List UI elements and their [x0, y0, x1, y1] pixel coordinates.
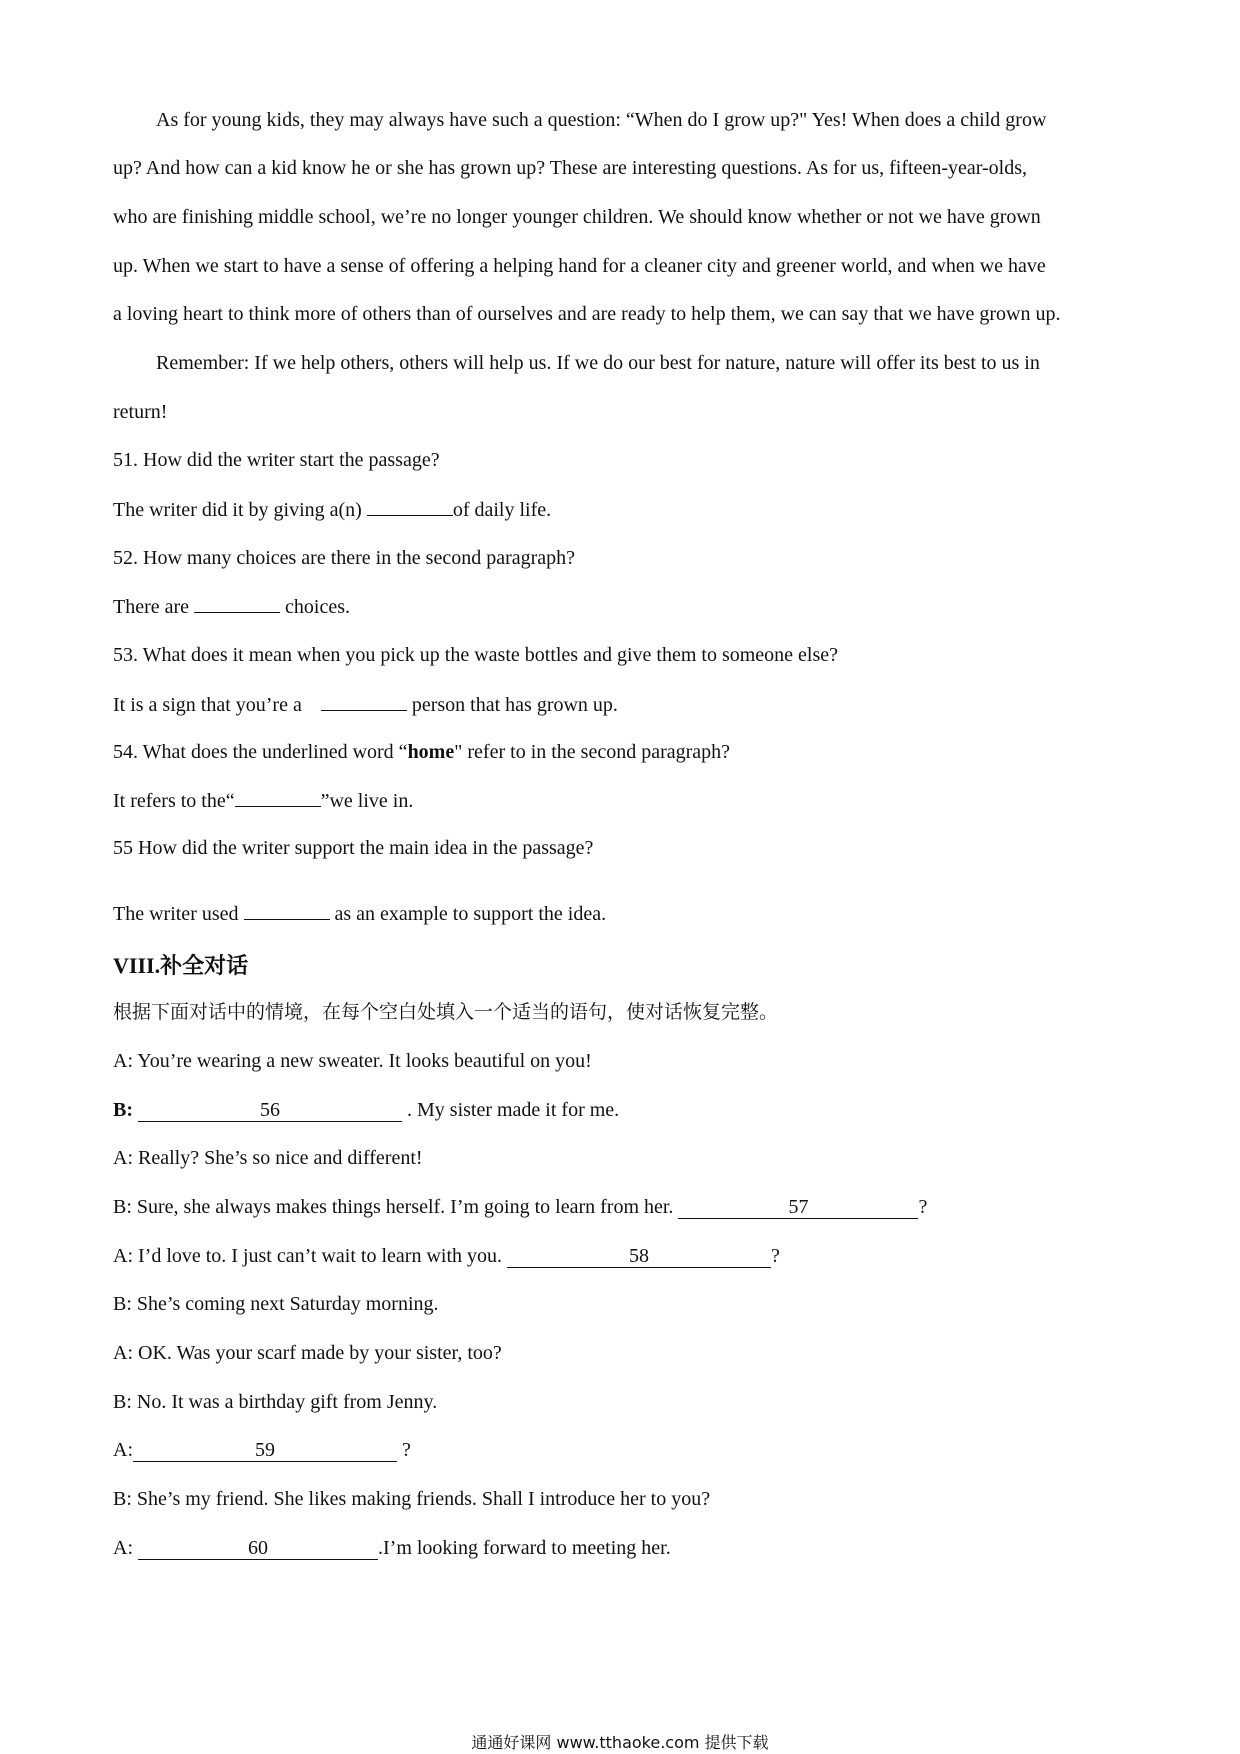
question-53: 53. What does it mean when you pick up the waste bottles and give them to someone else?	[113, 644, 839, 666]
dialogue-line: A: OK. Was your scarf made by your sister, too?	[113, 1342, 502, 1364]
dialogue-line	[113, 1096, 619, 1124]
passage-line: As for young kids, they may always have such a question: “When do I grow up?" Yes! When does a child grow	[156, 109, 1047, 131]
passage-line: who are finishing middle school, we’re no longer younger children. We should know whether or not we have grown	[113, 206, 1041, 228]
answer-text: It is a sign that you’re a	[113, 694, 307, 716]
dialogue-line	[113, 1193, 927, 1221]
passage-line: return!	[113, 401, 168, 423]
answer-text: The writer used	[113, 903, 244, 925]
answer-blank[interactable]	[194, 592, 280, 613]
passage-line: up. When we start to have a sense of offering a helping hand for a cleaner city and greener world, and when we have	[113, 255, 1046, 277]
answer-line-54	[113, 786, 413, 815]
answer-text: choices.	[280, 596, 351, 618]
dialogue-line	[113, 1436, 411, 1464]
blank-60[interactable]: 60	[138, 1537, 378, 1560]
underlined-word: home	[407, 741, 455, 763]
passage-line: up? And how can a kid know he or she has grown up? These are interesting questions. As for us, fifteen-year-olds,	[113, 157, 1028, 179]
dialogue-text: ?	[397, 1439, 411, 1461]
dialogue-line: A: Really? She’s so nice and different!	[113, 1147, 423, 1169]
answer-text: of daily life.	[452, 499, 552, 521]
question-55: 55 How did the writer support the main idea in the passage?	[113, 837, 594, 859]
question-51: 51. How did the writer start the passage?	[113, 449, 440, 471]
answer-blank[interactable]	[235, 786, 321, 807]
dialogue-text: ?	[771, 1245, 780, 1267]
answer-blank[interactable]	[321, 690, 407, 711]
question-text: " refer to in the second paragraph?	[454, 741, 731, 763]
dialogue-text: A:	[113, 1537, 138, 1559]
dialogue-line	[113, 1534, 671, 1562]
answer-text: as an example to support the idea.	[329, 903, 607, 925]
dialogue-text: A:	[113, 1439, 133, 1461]
answer-text: person that has grown up.	[406, 694, 618, 716]
answer-blank[interactable]	[244, 899, 330, 920]
speaker-label: B:	[113, 1099, 138, 1121]
answer-text: The writer did it by giving a(n)	[113, 499, 367, 521]
answer-text: There are	[113, 596, 195, 618]
blank-56[interactable]: 56	[138, 1099, 402, 1122]
answer-blank[interactable]	[367, 495, 453, 516]
blank-58[interactable]: 58	[507, 1245, 771, 1268]
section-instruction: 根据下面对话中的情境，在每个空白处填入一个适当的语句，使对话恢复完整。	[113, 1001, 779, 1023]
dialogue-line: B: She’s coming next Saturday morning.	[113, 1293, 439, 1315]
blank-57[interactable]: 57	[678, 1196, 918, 1219]
answer-line-53	[113, 690, 618, 719]
answer-line-51	[113, 495, 551, 524]
dialogue-text: . My sister made it for me.	[402, 1099, 620, 1121]
question-text: 54. What does the underlined word “	[113, 741, 408, 763]
answer-line-55	[113, 899, 606, 928]
passage-line: a loving heart to think more of others than of ourselves and are ready to help them, we can say that we have grown up.	[113, 303, 1061, 325]
dialogue-text: .I’m looking forward to meeting her.	[378, 1537, 671, 1559]
blank-59[interactable]: 59	[133, 1439, 397, 1462]
question-52: 52. How many choices are there in the second paragraph?	[113, 547, 576, 569]
dialogue-line: B: She’s my friend. She likes making friends. Shall I introduce her to you?	[113, 1488, 711, 1510]
dialogue-line	[113, 1242, 780, 1270]
passage-line: Remember: If we help others, others will help us. If we do our best for nature, nature will offer its best to us in	[156, 352, 1040, 374]
answer-line-52	[113, 592, 350, 621]
dialogue-line: B: No. It was a birthday gift from Jenny.	[113, 1391, 438, 1413]
dialogue-text: ?	[918, 1196, 928, 1218]
answer-text: ”we live in.	[320, 790, 414, 812]
section-heading: VIII.补全对话	[113, 953, 249, 978]
dialogue-text: B: Sure, she always makes things herself. I’m going to learn from her.	[113, 1196, 679, 1218]
dialogue-text: A: I’d love to. I just can’t wait to learn with you.	[113, 1245, 507, 1267]
dialogue-line: A: You’re wearing a new sweater. It looks beautiful on you!	[113, 1050, 592, 1072]
question-54	[113, 738, 730, 766]
page-footer: 通通好课网 www.tthaoke.com 提供下载	[471, 1733, 769, 1752]
answer-text: It refers to the“	[113, 790, 235, 812]
